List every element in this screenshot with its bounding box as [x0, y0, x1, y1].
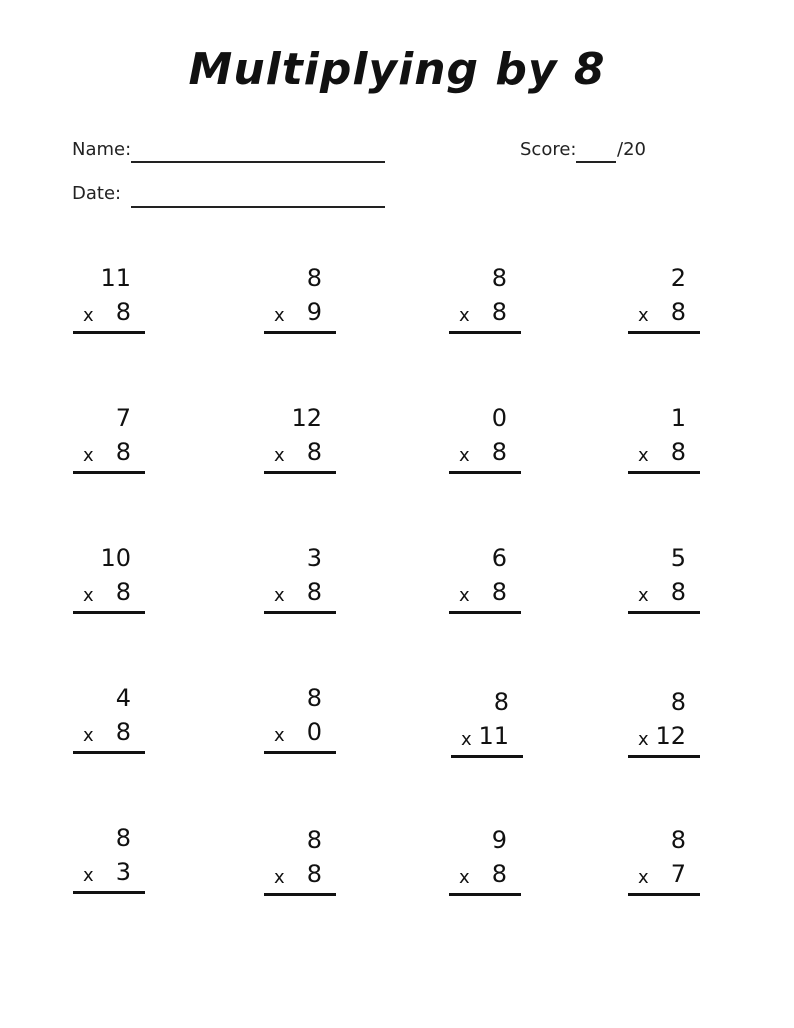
answer-line[interactable]: [449, 893, 521, 896]
multiply-sign: x: [83, 585, 94, 606]
multiply-sign: x: [459, 445, 470, 466]
answer-line[interactable]: [73, 471, 145, 474]
answer-line[interactable]: [264, 751, 336, 754]
problem-top-number: 11: [100, 264, 131, 292]
problem-19: [449, 826, 521, 906]
multiply-sign: x: [638, 729, 649, 750]
multiply-sign: x: [459, 867, 470, 888]
problem-bottom-number: 8: [491, 578, 507, 606]
multiply-sign: x: [638, 445, 649, 466]
problem-bottom-number: 8: [306, 578, 322, 606]
problem-top-number: 9: [491, 826, 507, 854]
problem-top-number: 0: [491, 404, 507, 432]
problem-top-number: 8: [491, 264, 507, 292]
problem-top-number: 8: [306, 826, 322, 854]
answer-line[interactable]: [264, 471, 336, 474]
answer-line[interactable]: [451, 755, 523, 758]
multiply-sign: x: [274, 867, 285, 888]
problem-top-number: 2: [670, 264, 686, 292]
score-total: /20: [617, 139, 646, 160]
problem-bottom-number: 8: [306, 860, 322, 888]
multiply-sign: x: [459, 585, 470, 606]
problem-4: [628, 264, 700, 344]
problem-top-number: 8: [670, 688, 686, 716]
problem-bottom-number: 11: [478, 722, 509, 750]
answer-line[interactable]: [628, 471, 700, 474]
problem-top-number: 8: [115, 824, 131, 852]
problem-top-number: 8: [306, 684, 322, 712]
name-line[interactable]: [131, 161, 385, 163]
problem-bottom-number: 8: [115, 298, 131, 326]
problem-top-number: 7: [115, 404, 131, 432]
date-label: Date:: [72, 183, 122, 204]
problem-bottom-number: 8: [670, 438, 686, 466]
answer-line[interactable]: [264, 611, 336, 614]
multiply-sign: x: [638, 305, 649, 326]
problem-9: [73, 544, 145, 624]
problem-8: [628, 404, 700, 484]
problem-top-number: 8: [670, 826, 686, 854]
score-label: Score:: [520, 139, 577, 160]
multiply-sign: x: [83, 865, 94, 886]
problem-6: [264, 404, 336, 484]
problem-1: [73, 264, 145, 344]
multiply-sign: x: [274, 585, 285, 606]
answer-line[interactable]: [628, 893, 700, 896]
multiply-sign: x: [83, 445, 94, 466]
problem-bottom-number: 9: [306, 298, 322, 326]
problem-17: [73, 824, 145, 904]
answer-line[interactable]: [73, 891, 145, 894]
problem-bottom-number: 12: [655, 722, 686, 750]
problem-bottom-number: 8: [115, 578, 131, 606]
problem-bottom-number: 8: [306, 438, 322, 466]
answer-line[interactable]: [73, 331, 145, 334]
answer-line[interactable]: [628, 611, 700, 614]
problem-7: [449, 404, 521, 484]
problem-bottom-number: 8: [670, 578, 686, 606]
answer-line[interactable]: [628, 331, 700, 334]
problem-15: [451, 688, 523, 768]
score-line[interactable]: [576, 161, 616, 163]
problem-bottom-number: 7: [670, 860, 686, 888]
problem-top-number: 3: [306, 544, 322, 572]
problem-20: [628, 826, 700, 906]
answer-line[interactable]: [449, 331, 521, 334]
problem-12: [628, 544, 700, 624]
problem-top-number: 5: [670, 544, 686, 572]
multiply-sign: x: [274, 445, 285, 466]
multiply-sign: x: [83, 305, 94, 326]
answer-line[interactable]: [449, 611, 521, 614]
multiply-sign: x: [461, 729, 472, 750]
problem-5: [73, 404, 145, 484]
problem-top-number: 6: [491, 544, 507, 572]
problem-11: [449, 544, 521, 624]
multiply-sign: x: [638, 585, 649, 606]
answer-line[interactable]: [264, 893, 336, 896]
problem-bottom-number: 3: [115, 858, 131, 886]
problem-bottom-number: 0: [306, 718, 322, 746]
problem-18: [264, 826, 336, 906]
problem-bottom-number: 8: [491, 860, 507, 888]
answer-line[interactable]: [264, 331, 336, 334]
problem-bottom-number: 8: [491, 438, 507, 466]
multiply-sign: x: [459, 305, 470, 326]
multiply-sign: x: [274, 305, 285, 326]
problem-top-number: 8: [306, 264, 322, 292]
problem-16: [628, 688, 700, 768]
problem-top-number: 4: [115, 684, 131, 712]
answer-line[interactable]: [449, 471, 521, 474]
problem-2: [264, 264, 336, 344]
problem-bottom-number: 8: [115, 438, 131, 466]
problem-top-number: 1: [670, 404, 686, 432]
problem-10: [264, 544, 336, 624]
problem-13: [73, 684, 145, 764]
problem-bottom-number: 8: [491, 298, 507, 326]
multiply-sign: x: [83, 725, 94, 746]
date-line[interactable]: [131, 206, 385, 208]
problem-3: [449, 264, 521, 344]
problem-top-number: 10: [100, 544, 131, 572]
answer-line[interactable]: [73, 751, 145, 754]
answer-line[interactable]: [73, 611, 145, 614]
problem-bottom-number: 8: [670, 298, 686, 326]
problem-bottom-number: 8: [115, 718, 131, 746]
name-label: Name:: [72, 139, 132, 160]
multiply-sign: x: [638, 867, 649, 888]
problem-14: [264, 684, 336, 764]
answer-line[interactable]: [628, 755, 700, 758]
problem-top-number: 8: [493, 688, 509, 716]
multiply-sign: x: [274, 725, 285, 746]
problem-top-number: 12: [291, 404, 322, 432]
worksheet-title: Multiplying by 8: [188, 44, 606, 95]
